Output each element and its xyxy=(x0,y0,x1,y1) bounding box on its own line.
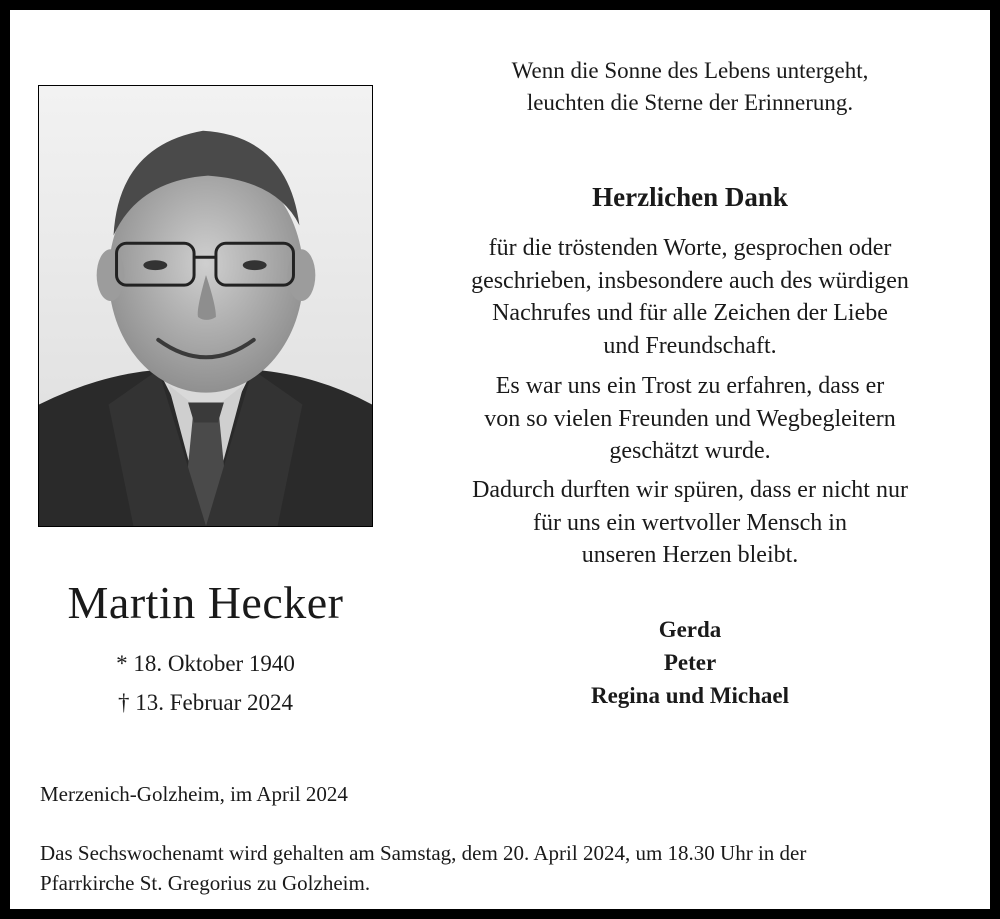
portrait-photo xyxy=(38,85,373,527)
thanks-heading: Herzlichen Dank xyxy=(592,182,788,212)
notice-line: Das Sechswochenamt wird gehalten am Samstag, dem 20. April 2024, um 18.30 Uhr in der xyxy=(40,841,807,865)
paragraph-line: Es war uns ein Trost zu erfahren, dass er xyxy=(495,373,885,399)
portrait-illustration xyxy=(39,86,372,526)
paragraph-line: von so vielen Freunden und Wegbegleitern xyxy=(484,405,896,432)
paragraph-line: und Freundschaft. xyxy=(603,332,777,359)
paragraph-line: für uns ein wertvoller Mensch in xyxy=(533,509,847,536)
life-dates xyxy=(38,644,373,722)
thanks-paragraph-1 xyxy=(410,232,970,362)
signer-name: Regina und Michael xyxy=(590,683,790,708)
notice-line: Pfarrkirche St. Gregorius zu Golzheim. xyxy=(40,871,371,895)
signer-name: Peter xyxy=(663,650,717,675)
signers xyxy=(410,613,970,712)
paragraph-line: Dadurch durften wir spüren, dass er nicht nur xyxy=(472,477,908,503)
paragraph-line: für die tröstenden Worte, gesprochen oder xyxy=(488,235,892,261)
paragraph-line: unseren Herzen bleibt. xyxy=(581,542,799,568)
paragraph-line: geschrieben, insbesondere auch des würdigen xyxy=(471,267,909,294)
thanks-paragraph-2 xyxy=(410,370,970,468)
birth-date: * 18. Oktober 1940 xyxy=(116,651,295,676)
thanks-paragraph-3 xyxy=(410,474,970,572)
paragraph-line: geschätzt wurde. xyxy=(609,438,771,464)
service-notice xyxy=(40,838,985,898)
motto-line: Wenn die Sonne des Lebens untergeht, xyxy=(511,58,869,83)
paragraph-line: Nachrufes und für alle Zeichen der Liebe xyxy=(492,300,888,326)
death-date: † 13. Februar 2024 xyxy=(117,690,294,715)
deceased-name: Martin Hecker xyxy=(67,577,344,628)
signer-name: Gerda xyxy=(658,617,722,642)
motto-line: leuchten die Sterne der Erinnerung. xyxy=(526,90,854,115)
place-date: Merzenich-Golzheim, im April 2024 xyxy=(40,782,348,806)
motto xyxy=(410,55,970,119)
